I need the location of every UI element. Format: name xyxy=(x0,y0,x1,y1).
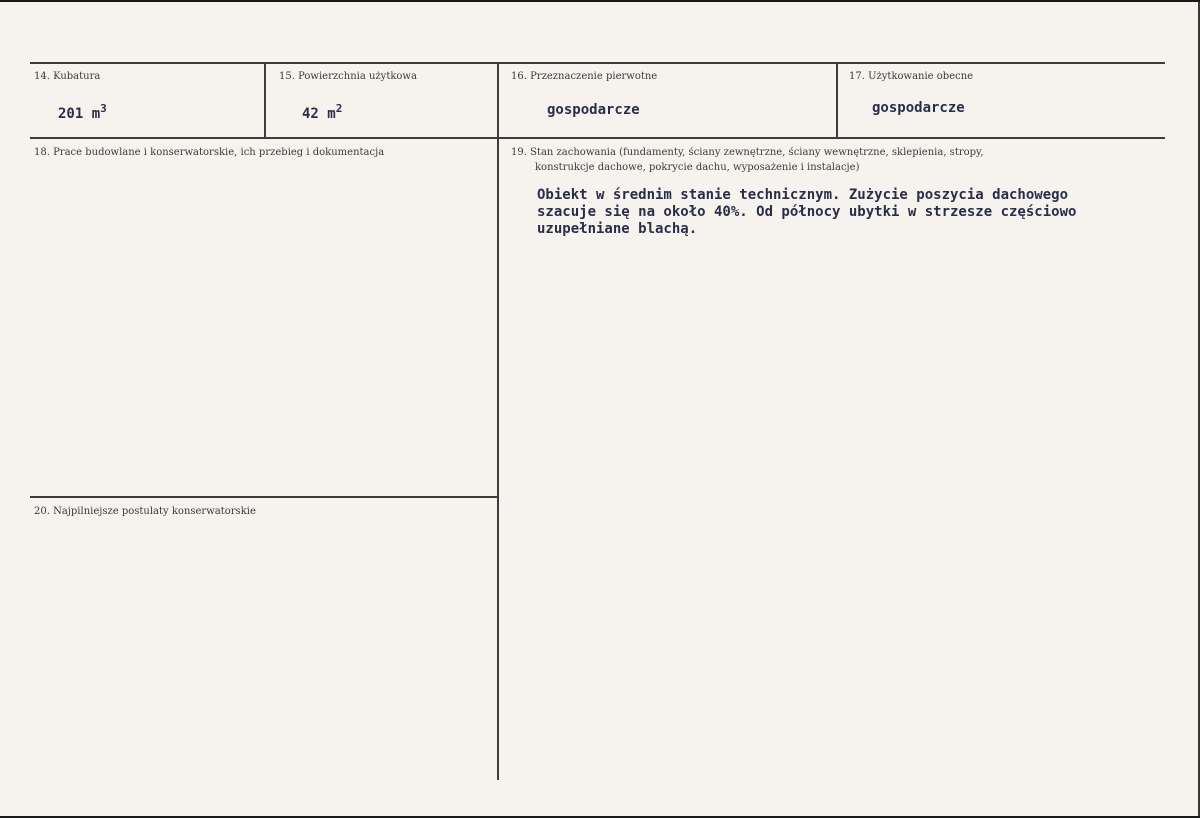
field-17-label: 17. Użytkowanie obecne xyxy=(849,71,974,82)
field-20-label: 20. Najpilniejsze postulaty konserwatorskie xyxy=(34,506,256,517)
field-14-value xyxy=(58,102,107,122)
field-14-value-text: 201 m xyxy=(58,106,101,122)
field-14-label: 14. Kubatura xyxy=(34,71,101,82)
field-17-value: gospodarcze xyxy=(872,100,965,116)
field18-bottom-rule xyxy=(30,496,497,498)
row1-bottom-rule xyxy=(30,137,1165,139)
divider-15-16 xyxy=(497,64,499,780)
field-14-exponent: 3 xyxy=(100,102,107,115)
field-15-value xyxy=(302,102,342,122)
field-18-label: 18. Prace budowlane i konserwatorskie, ich przebieg i dokumentacja xyxy=(34,147,385,158)
field-19-text-line: Obiekt w średnim stanie technicznym. Zużycie poszycia dachowego xyxy=(537,187,1069,203)
field-19-text-line: szacuje się na około 40%. Od północy ubytki w strzesze częściowo xyxy=(537,204,1077,220)
field-15-exponent: 2 xyxy=(335,102,343,115)
field-19-text xyxy=(537,187,1076,238)
divider-14-15 xyxy=(264,64,266,138)
field-15-label: 15. Powierzchnia użytkowa xyxy=(279,71,417,82)
field-16-label: 16. Przeznaczenie pierwotne xyxy=(511,71,658,82)
divider-16-17 xyxy=(836,64,838,138)
field-19-label-line2: konstrukcje dachowe, pokrycie dachu, wyposażenie i instalacje) xyxy=(535,162,860,173)
field-19-text-line: uzupełniane blachą. xyxy=(537,221,698,237)
field-16-value: gospodarcze xyxy=(547,102,640,118)
field-15-value-text: 42 m xyxy=(302,106,336,122)
record-card xyxy=(0,2,1200,816)
field-19-label-line1: 19. Stan zachowania (fundamenty, ściany zewnętrzne, ściany wewnętrzne, sklepienia, stropy, xyxy=(511,147,984,158)
top-rule xyxy=(30,62,1165,64)
